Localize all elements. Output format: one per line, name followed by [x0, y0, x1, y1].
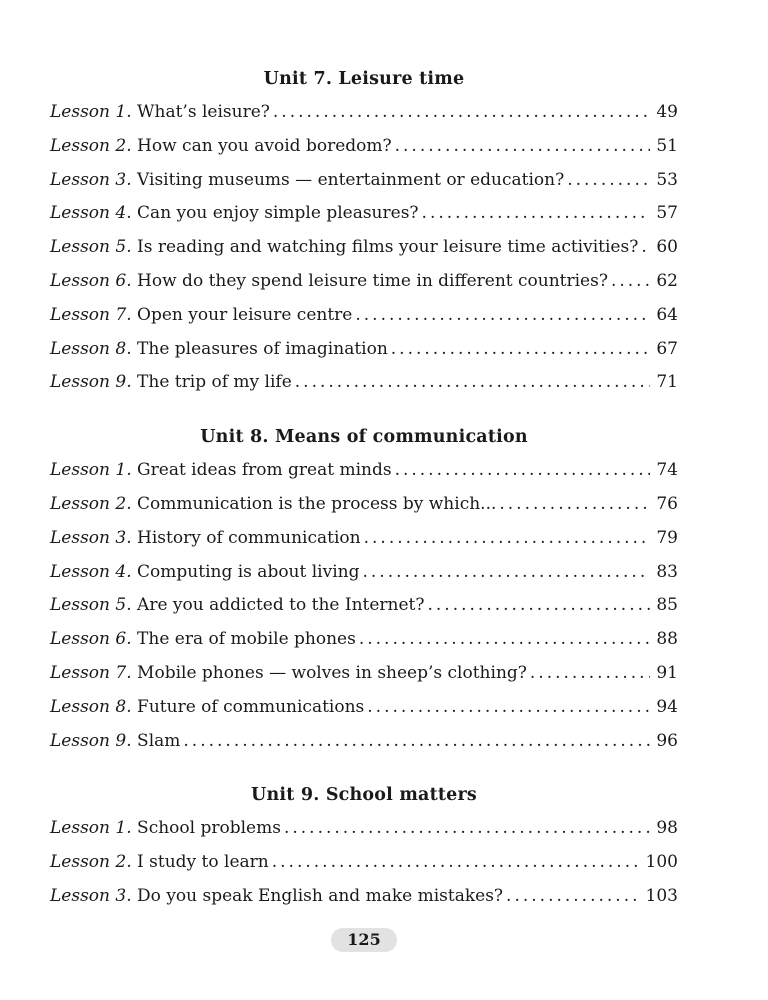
lesson-title: Slam	[137, 730, 181, 751]
toc-entry	[50, 589, 678, 623]
lesson-title: Communication is the process by which...	[137, 493, 497, 514]
unit-section	[50, 420, 678, 758]
lesson-label: Lesson 6.	[50, 270, 132, 291]
lesson-title: Can you enjoy simple pleasures?	[137, 203, 419, 224]
dot-leader	[367, 691, 650, 725]
toc-entry	[50, 130, 678, 164]
lesson-page-number: 64	[656, 304, 678, 325]
dot-leader	[363, 556, 651, 590]
dot-leader	[183, 725, 650, 759]
unit-title: Unit 8. Means of communication	[200, 427, 528, 448]
lesson-page-number: 51	[656, 135, 678, 156]
toc-entry	[50, 488, 678, 522]
dot-leader	[364, 522, 651, 556]
lesson-label: Lesson 2.	[50, 493, 132, 514]
lesson-title: History of communication	[137, 527, 361, 548]
unit-lesson-list	[50, 454, 678, 758]
lesson-page-number: 71	[656, 372, 678, 393]
lesson-page-number: 85	[656, 595, 678, 616]
unit-lesson-list	[50, 812, 678, 913]
dot-leader	[295, 366, 651, 400]
toc-entry	[50, 691, 678, 725]
dot-leader	[567, 164, 650, 198]
toc-entry	[50, 657, 678, 691]
unit-section	[50, 62, 678, 400]
lesson-title: Great ideas from great minds	[137, 460, 392, 481]
lesson-title: Is reading and watching films your leisure time activities?	[137, 237, 639, 258]
unit-title: Unit 7. Leisure time	[263, 69, 465, 89]
dot-leader	[506, 880, 640, 914]
lesson-label: Lesson 8.	[50, 696, 132, 717]
unit-lesson-list	[50, 96, 678, 400]
lesson-title: Mobile phones — wolves in sheep’s clothing?	[137, 662, 527, 683]
dot-leader	[355, 299, 650, 333]
lesson-title: Computing is about living	[137, 561, 360, 582]
toc-entry	[50, 231, 678, 265]
lesson-label: Lesson 5.	[50, 595, 132, 616]
toc-entry	[50, 812, 678, 846]
lesson-page-number: 74	[656, 460, 678, 481]
dot-leader	[395, 130, 651, 164]
lesson-title: What’s leisure?	[137, 102, 270, 122]
toc-entry	[50, 623, 678, 657]
lesson-label: Lesson 4.	[50, 203, 132, 224]
lesson-page-number: 100	[645, 852, 678, 873]
toc-entry	[50, 366, 678, 400]
toc-entry	[50, 522, 678, 556]
unit-section	[50, 778, 678, 913]
lesson-label: Lesson 1.	[50, 460, 132, 481]
lesson-page-number: 98	[656, 818, 678, 839]
lesson-label: Lesson 5.	[50, 237, 132, 258]
lesson-title: The trip of my life	[137, 372, 292, 393]
lesson-page-number: 60	[656, 237, 678, 258]
lesson-page-number: 88	[656, 629, 678, 650]
lesson-label: Lesson 4.	[50, 561, 132, 582]
lesson-label: Lesson 7.	[50, 304, 132, 325]
dot-leader	[273, 96, 650, 130]
unit-title: Unit 9. School matters	[251, 785, 477, 806]
lesson-label: Lesson 3.	[50, 169, 132, 190]
lesson-page-number: 103	[645, 885, 678, 906]
lesson-page-number: 94	[656, 696, 678, 717]
dot-leader	[530, 657, 650, 691]
lesson-title: How do they spend leisure time in different countries?	[137, 270, 608, 291]
lesson-title: Future of communications	[137, 696, 365, 717]
lesson-label: Lesson 9.	[50, 372, 132, 393]
dot-leader	[422, 197, 651, 231]
toc-entry	[50, 299, 678, 333]
lesson-page-number: 53	[656, 169, 678, 190]
lesson-page-number: 62	[656, 270, 678, 291]
lesson-page-number: 96	[656, 730, 678, 751]
dot-leader	[391, 333, 651, 367]
dot-leader	[359, 623, 651, 657]
lesson-label: Lesson 9.	[50, 730, 132, 751]
lesson-label: Lesson 1.	[50, 102, 132, 122]
lesson-page-number: 83	[656, 561, 678, 582]
lesson-title: The era of mobile phones	[137, 629, 356, 650]
lesson-page-number: 67	[656, 338, 678, 359]
lesson-label: Lesson 8.	[50, 338, 132, 359]
toc-entry	[50, 96, 678, 130]
toc-entry	[50, 164, 678, 198]
toc-entry	[50, 556, 678, 590]
lesson-label: Lesson 2.	[50, 852, 132, 873]
dot-leader	[499, 488, 650, 522]
lesson-title: I study to learn	[137, 852, 269, 873]
page-footer	[50, 928, 678, 952]
toc-entry	[50, 197, 678, 231]
lesson-title: Are you addicted to the Internet?	[137, 595, 425, 616]
dot-leader	[641, 231, 650, 265]
dot-leader	[611, 265, 650, 299]
toc-entry	[50, 846, 678, 880]
lesson-label: Lesson 3.	[50, 885, 132, 906]
lesson-label: Lesson 6.	[50, 629, 132, 650]
toc-entry	[50, 454, 678, 488]
toc-entry	[50, 725, 678, 759]
dot-leader	[428, 589, 651, 623]
toc-entry	[50, 333, 678, 367]
lesson-label: Lesson 3.	[50, 527, 132, 548]
lesson-page-number: 57	[656, 203, 678, 224]
lesson-page-number: 76	[656, 493, 678, 514]
lesson-title: The pleasures of imagination	[137, 338, 388, 359]
dot-leader	[272, 846, 640, 880]
lesson-label: Lesson 2.	[50, 135, 132, 156]
lesson-title: Visiting museums — entertainment or education?	[137, 169, 565, 190]
lesson-page-number: 49	[656, 102, 678, 122]
dot-leader	[284, 812, 650, 846]
lesson-label: Lesson 1.	[50, 818, 132, 839]
lesson-page-number: 91	[656, 662, 678, 683]
dot-leader	[395, 454, 651, 488]
lesson-title: How can you avoid boredom?	[137, 135, 392, 156]
toc-content	[50, 62, 678, 914]
lesson-title: Open your leisure centre	[137, 304, 353, 325]
toc-entry	[50, 880, 678, 914]
lesson-title: Do you speak English and make mistakes?	[137, 885, 504, 906]
page-number-badge: 125	[331, 928, 397, 952]
lesson-title: School problems	[137, 818, 281, 839]
lesson-page-number: 79	[656, 527, 678, 548]
toc-entry	[50, 265, 678, 299]
lesson-label: Lesson 7.	[50, 662, 132, 683]
